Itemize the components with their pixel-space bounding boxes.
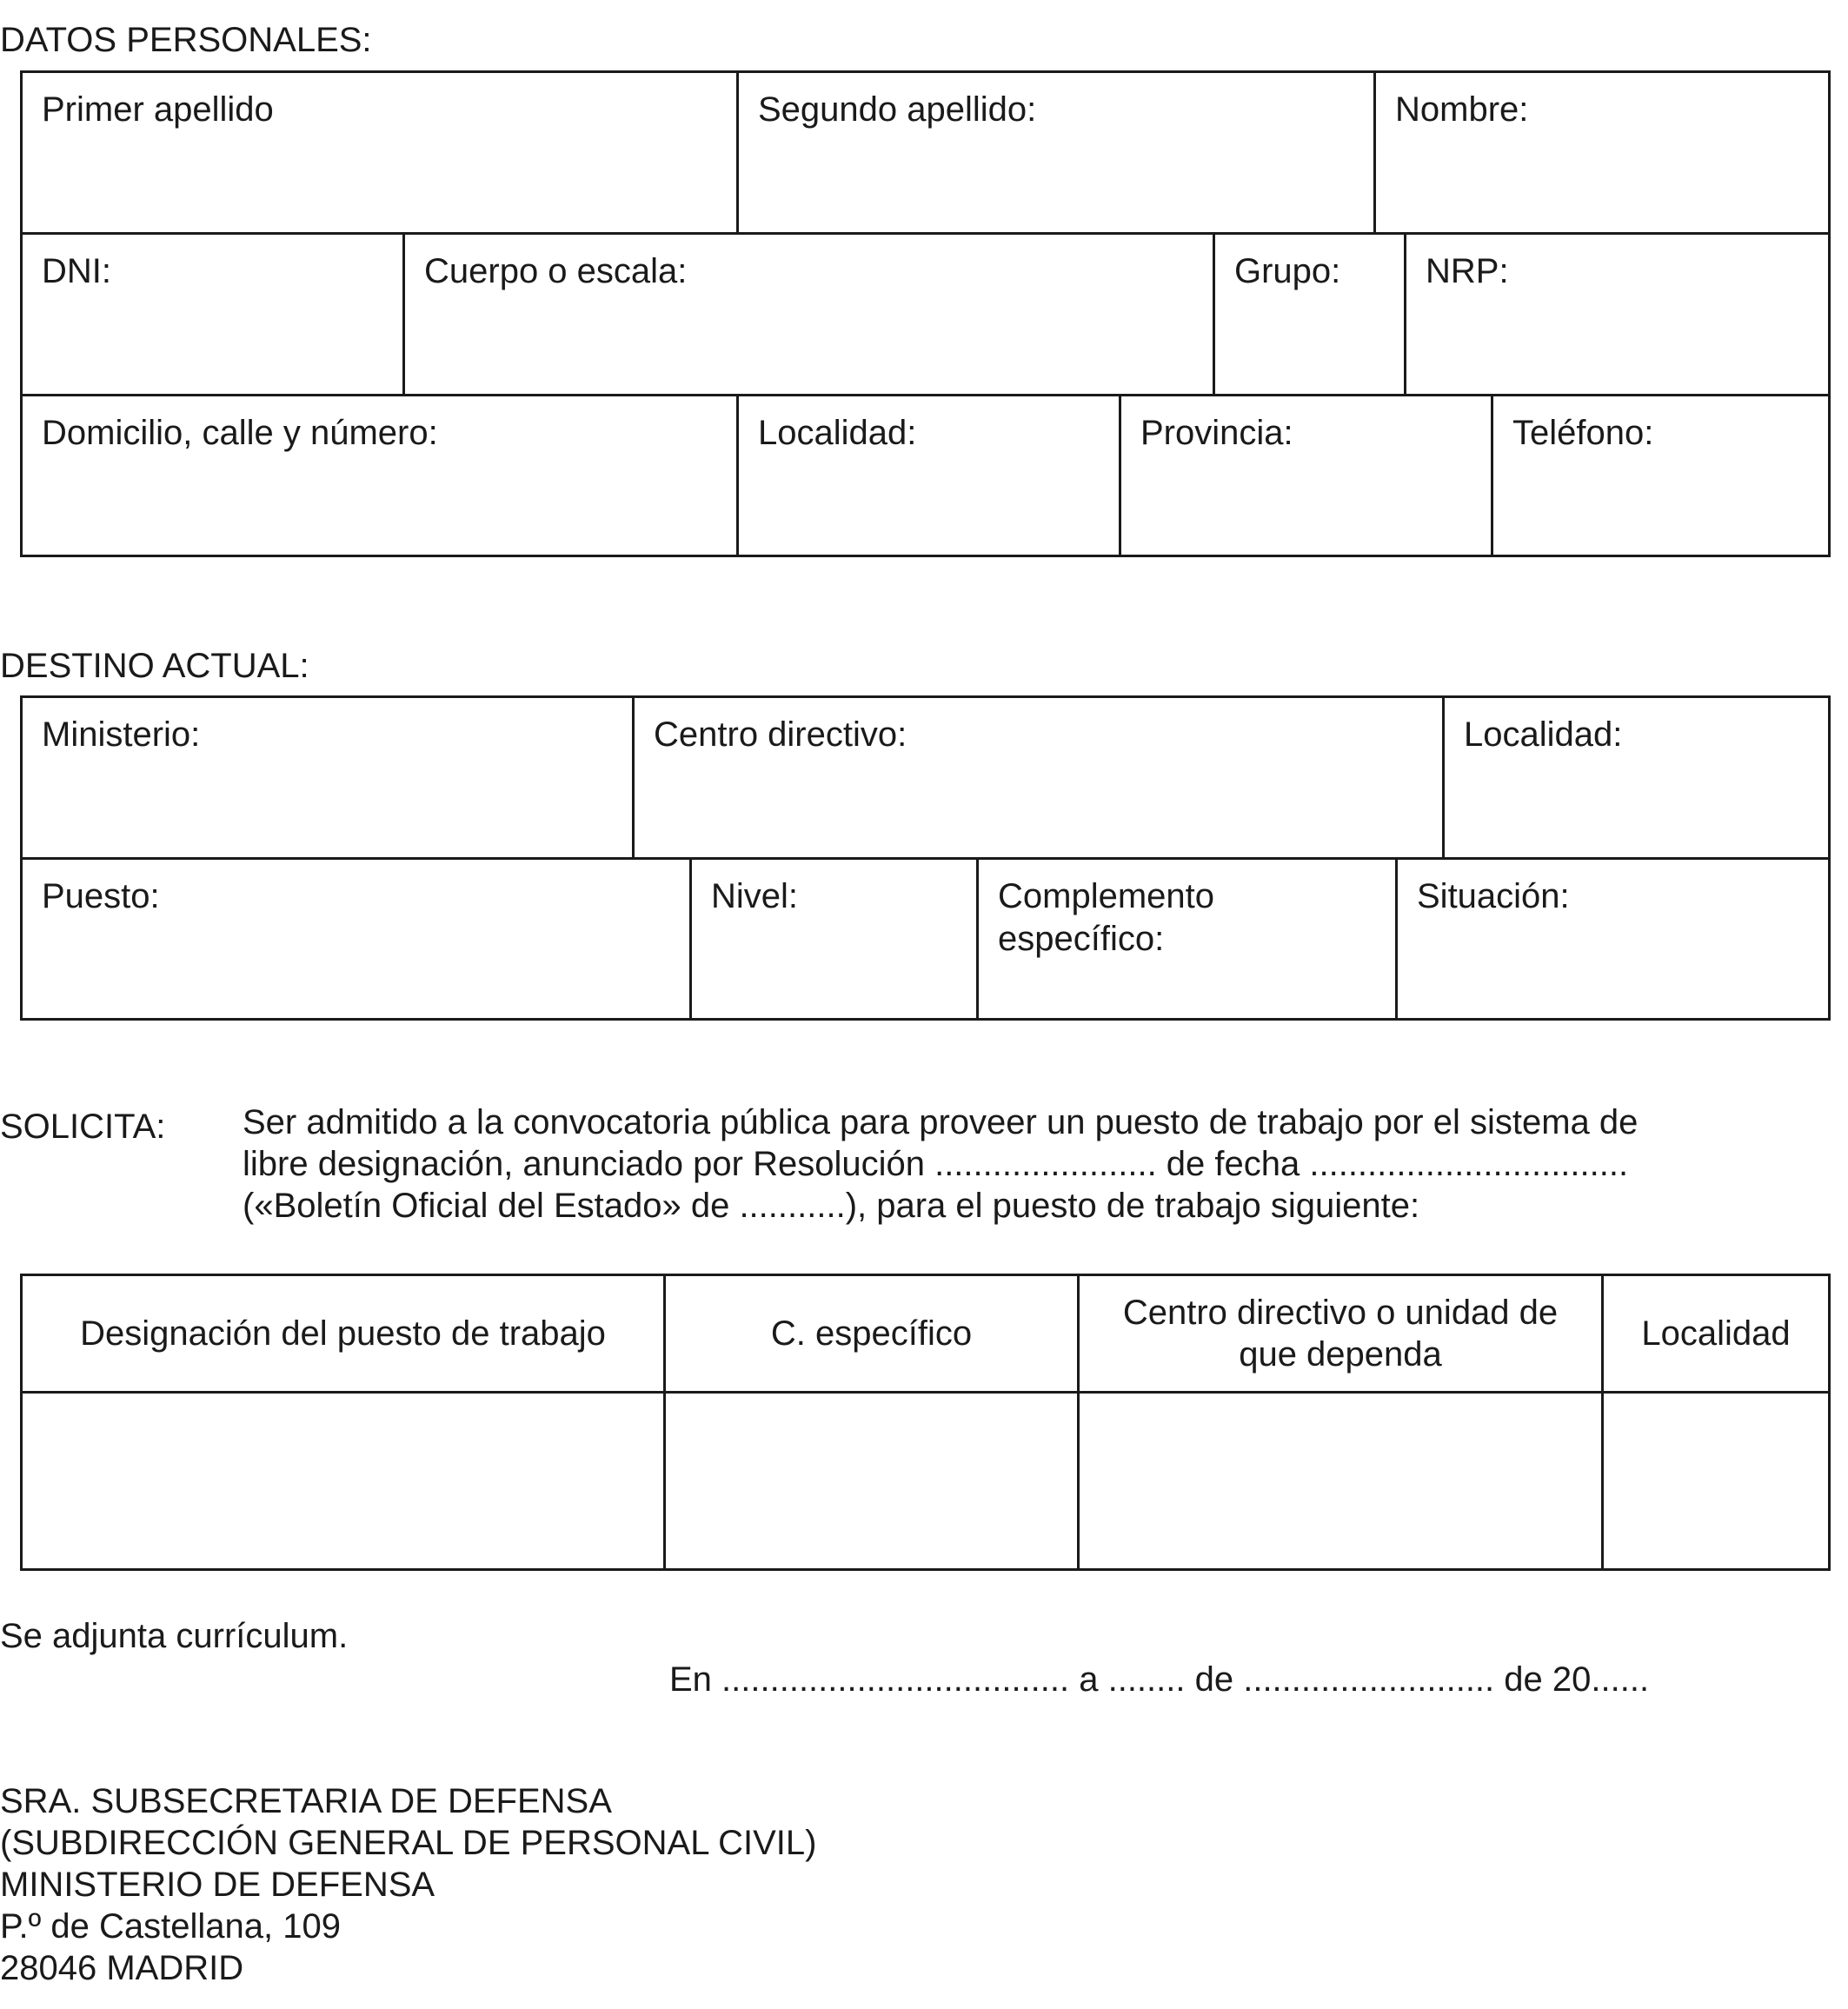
address-block (0, 1780, 1043, 1989)
field-dni[interactable] (23, 235, 405, 394)
field-situacion[interactable] (1398, 860, 1828, 1018)
column-header-localidad (1604, 1276, 1828, 1391)
field-grupo[interactable] (1215, 235, 1406, 394)
field-label: Puesto: (42, 877, 160, 915)
field-telefono[interactable] (1493, 396, 1828, 555)
field-label: Nombre: (1395, 90, 1529, 129)
datos-personales-form (20, 70, 1831, 557)
form-row (23, 860, 1828, 1018)
column-header-c-especifico (666, 1276, 1080, 1391)
solicita-label: SOLICITA: (0, 1108, 166, 1146)
field-nrp[interactable] (1406, 235, 1828, 394)
field-label: Provincia: (1140, 414, 1293, 452)
form-row (23, 235, 1828, 396)
address-line: SRA. SUBSECRETARIA DE DEFENSA (0, 1782, 612, 1820)
field-provincia[interactable] (1121, 396, 1493, 555)
field-nombre[interactable] (1376, 73, 1828, 232)
field-label: Situación: (1417, 877, 1570, 915)
form-row (23, 73, 1828, 235)
field-domicilio[interactable] (23, 396, 739, 555)
field-ministerio[interactable] (23, 698, 635, 857)
field-nivel[interactable] (692, 860, 979, 1018)
field-localidad-destino[interactable] (1445, 698, 1828, 857)
input-localidad[interactable] (1604, 1394, 1828, 1568)
table-header-row (23, 1276, 1828, 1394)
address-line: (SUBDIRECCIÓN GENERAL DE PERSONAL CIVIL) (0, 1824, 817, 1862)
field-label: DNI: (42, 252, 111, 290)
field-label: Cuerpo o escala: (424, 252, 688, 290)
field-centro-directivo[interactable] (635, 698, 1445, 857)
field-label: Localidad: (758, 414, 917, 452)
column-header-centro-directivo (1080, 1276, 1604, 1391)
address-line: MINISTERIO DE DEFENSA (0, 1866, 435, 1904)
field-label: Segundo apellido: (758, 90, 1037, 129)
header-text: Centro directivo o unidad de que dependa (1122, 1294, 1559, 1374)
field-primer-apellido[interactable] (23, 73, 739, 232)
field-label: Centro directivo: (654, 715, 907, 754)
field-puesto[interactable] (23, 860, 692, 1018)
header-text: Localidad (1641, 1314, 1791, 1353)
header-text: Designación del puesto de trabajo (80, 1314, 606, 1353)
field-label: Ministerio: (42, 715, 201, 754)
table-row (23, 1394, 1828, 1568)
form-row (23, 698, 1828, 860)
field-complemento-especifico[interactable] (979, 860, 1398, 1018)
input-designacion[interactable] (23, 1394, 666, 1568)
field-segundo-apellido[interactable] (739, 73, 1376, 232)
field-label: Grupo: (1234, 252, 1341, 290)
field-cuerpo-escala[interactable] (405, 235, 1215, 394)
field-label: Teléfono: (1512, 414, 1654, 452)
field-label: Localidad: (1464, 715, 1623, 754)
field-label: Primer apellido (42, 90, 274, 129)
header-text: C. específico (770, 1314, 973, 1353)
address-line: P.º de Castellana, 109 (0, 1907, 341, 1946)
section-heading-datos-personales: DATOS PERSONALES: (0, 21, 372, 59)
form-row (23, 396, 1828, 555)
input-centro-directivo[interactable] (1080, 1394, 1604, 1568)
field-label: Complemento específico: (998, 877, 1215, 958)
puesto-table (20, 1274, 1831, 1571)
fecha-line: En .................................... a ........ de .......................... de 20...... (669, 1660, 1650, 1699)
curriculum-note: Se adjunta currículum. (0, 1617, 349, 1655)
address-line: 28046 MADRID (0, 1949, 244, 1987)
input-c-especifico[interactable] (666, 1394, 1080, 1568)
solicita-line: Ser admitido a la convocatoria pública para proveer un puesto de trabajo por el sistema de (243, 1103, 1639, 1141)
solicita-text (243, 1101, 1720, 1227)
solicita-line: libre designación, anunciado por Resolución ....................... de fecha ................................. (243, 1145, 1629, 1183)
destino-actual-form (20, 695, 1831, 1021)
column-header-designacion (23, 1276, 666, 1391)
section-heading-destino-actual: DESTINO ACTUAL: (0, 647, 309, 685)
field-label: Nivel: (711, 877, 799, 915)
field-label: NRP: (1426, 252, 1509, 290)
field-localidad[interactable] (739, 396, 1121, 555)
field-label: Domicilio, calle y número: (42, 414, 438, 452)
solicita-line: («Boletín Oficial del Estado» de ...........), para el puesto de trabajo siguiente: (243, 1187, 1420, 1225)
